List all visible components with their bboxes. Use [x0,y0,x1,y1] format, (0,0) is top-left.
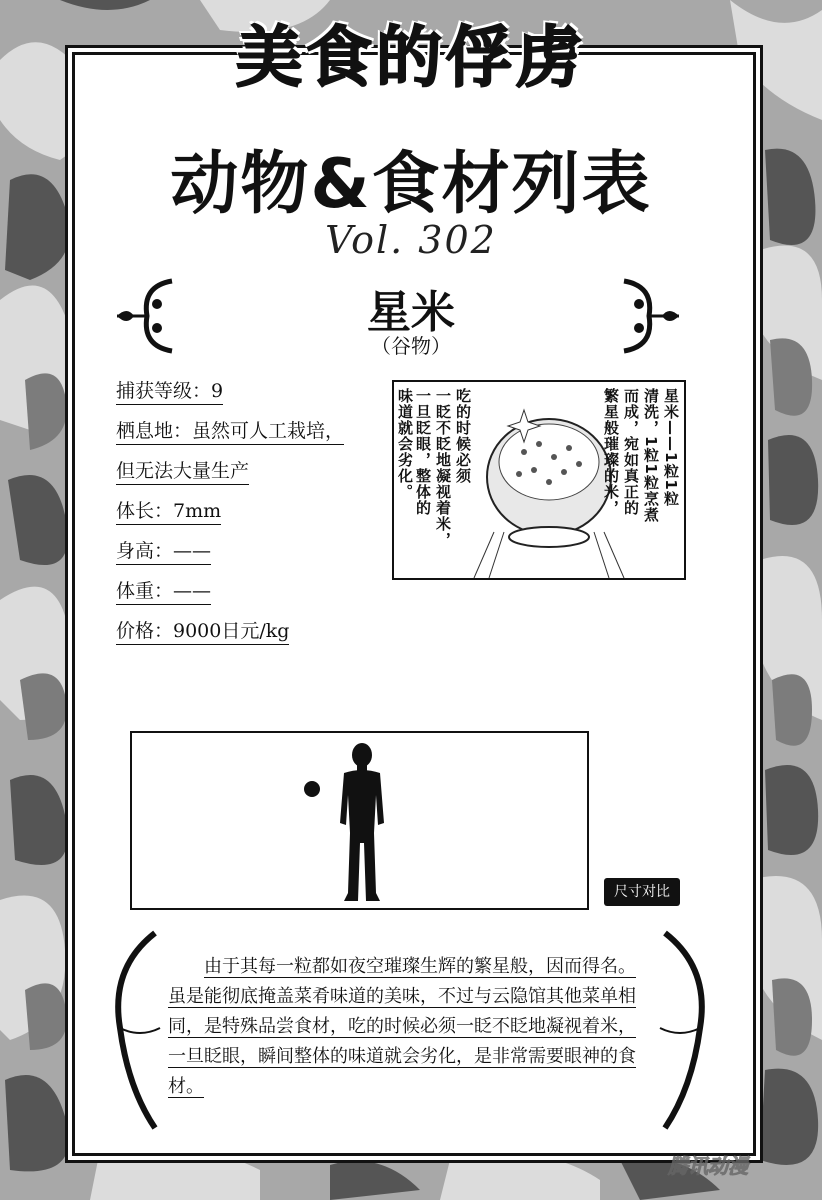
watermark-logo: 腾讯动漫 [668,1154,748,1178]
stat-capture-level: 捕获等级：9 [116,376,344,416]
panel-text-col5: 吃的时候必须 [454,388,472,484]
panel-text-col2: 清洗，1粒1粒烹煮 [642,388,660,523]
stat-weight: 体重：—— [116,576,344,616]
volume-number: Vol. 302 [325,218,497,262]
panel-text-col4: 繁星般璀璨的米， [602,388,620,516]
panel-text-col8: 味道就会劣化。 [396,388,414,500]
list-title: 动物&食材列表 [170,145,652,224]
item-name: 星米 [367,287,455,338]
size-comparison-label: 尺寸对比 [604,878,680,906]
stat-price: 价格：9000日元/kg [116,616,344,656]
stat-habitat: 栖息地：虽然可人工栽培， [116,416,344,456]
panel-text-col7: 一旦眨眼，整体的 [414,388,432,516]
panel-text-col6: 一眨不眨地凝视着米， [434,388,452,548]
manga-panel [392,380,686,580]
series-title: 美食的俘虏 [236,19,586,96]
description-text: 由于其每一粒都如夜空璀璨生辉的繁星般，因而得名。虽是能彻底掩盖菜肴味道的美味，不过与云隐馆其他菜单相同，是特殊品尝食材，吃的时候必须一眨不眨地凝视着米，一旦眨眼，瞬间整体的味道就会劣化，是非常需要眼神的食材。 [168,956,636,1097]
panel-text-col1: 星米——1粒1粒 [662,388,680,507]
rice-grain-silhouette [304,781,320,797]
stat-length: 体长：7mm [116,496,344,536]
stats-list [116,376,344,656]
description [168,952,640,1102]
size-comparison-box [130,731,589,910]
stat-height: 身高：—— [116,536,344,576]
stat-habitat-cont: 但无法大量生产 [116,456,344,496]
item-category: （谷物） [371,334,451,358]
human-silhouette-icon [340,743,384,901]
panel-text-col3: 而成，宛如真正的 [622,388,640,516]
